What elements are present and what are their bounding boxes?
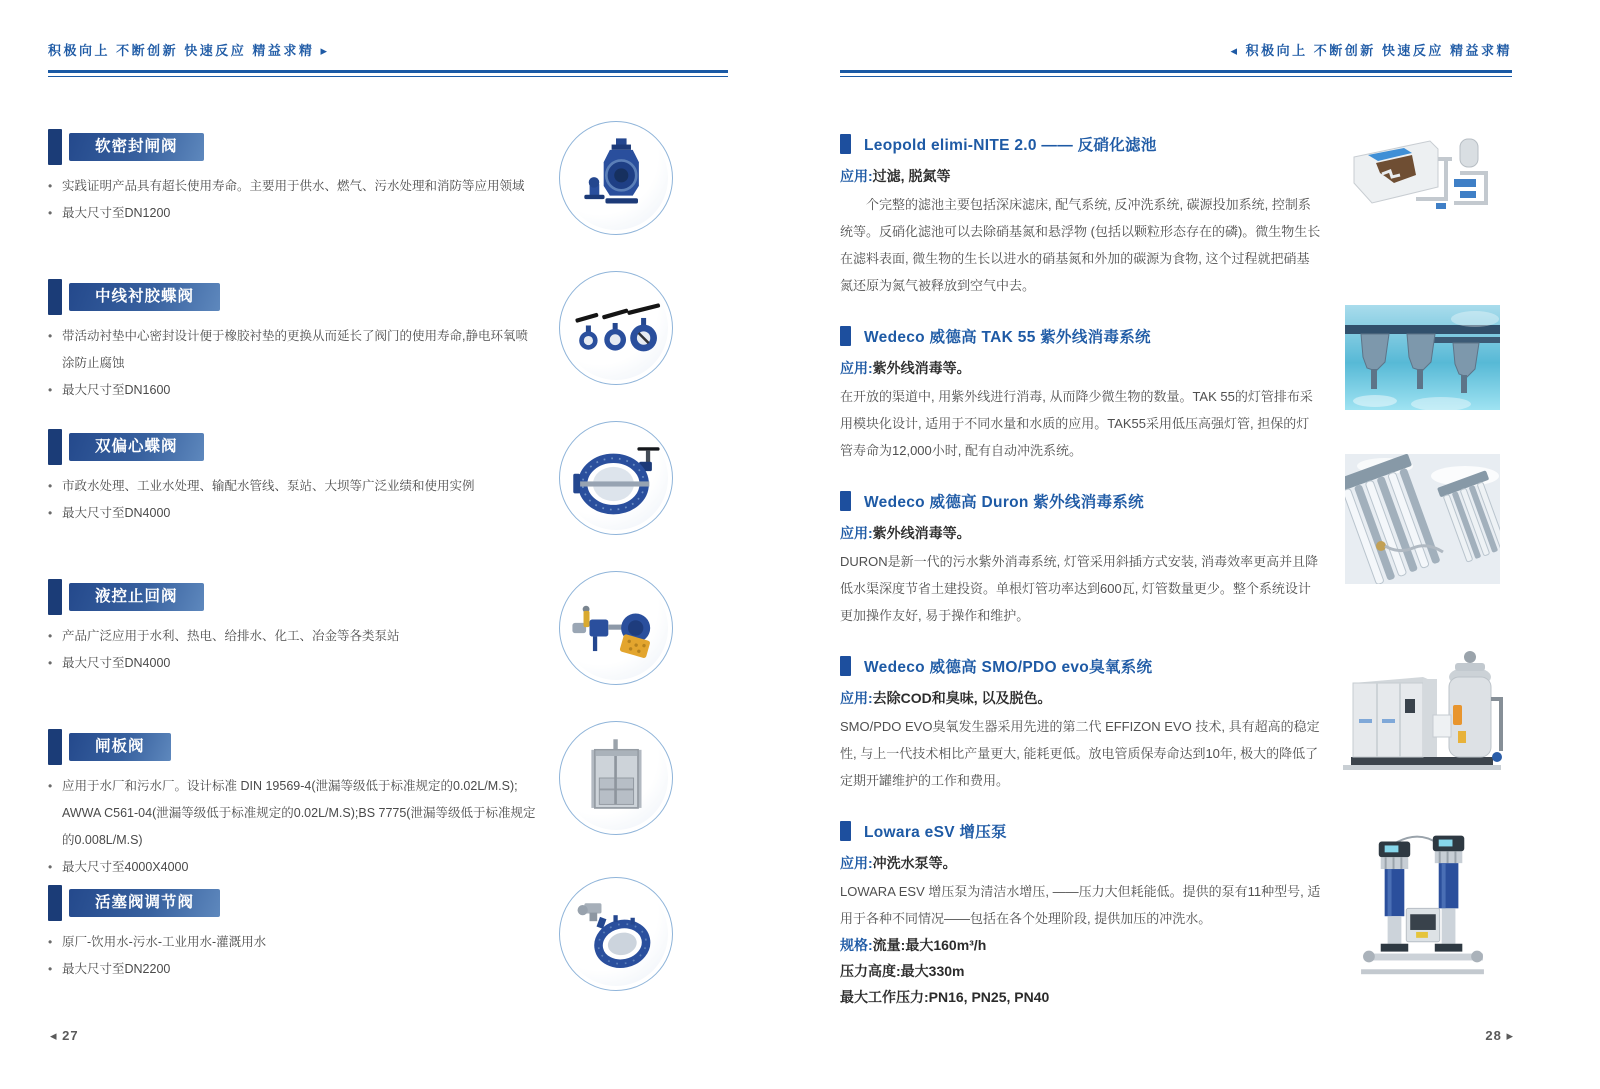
- ozone-generator-icon: [1337, 639, 1507, 782]
- section-centerline-butterfly-valve: [48, 279, 728, 429]
- section-soft-seal-gate-valve: [48, 129, 728, 279]
- double-eccentric-valve-image: [536, 421, 696, 579]
- denitrification-filter-icon: [1342, 127, 1502, 227]
- bullet-item: • 产品广泛应用于水利、热电、给排水、化工、冶金等各类泵站: [48, 623, 536, 650]
- penstock-image: [536, 721, 696, 885]
- penstock-icon: [572, 734, 660, 822]
- bullet-item: • 带活动衬垫中心密封设计便于橡胶衬垫的更换从而延长了阀门的使用寿命,静电环氧喷涂防止腐蚀: [48, 323, 536, 377]
- page-number-left: ◂ 27: [50, 1028, 79, 1043]
- piston-valve-icon: [569, 891, 663, 977]
- section-smo-pdo-ozone: [840, 655, 1512, 794]
- motto-left: 积极向上 不断创新 快速反应 精益求精 ▸: [48, 43, 330, 58]
- product-photo-circle: [559, 421, 673, 535]
- header-rule-left: [48, 70, 728, 77]
- butterfly-valves-icon: [570, 288, 662, 368]
- section-title: Wedeco 威德高 TAK 55 紫外线消毒系统: [864, 329, 1151, 346]
- gate-valve-icon: [572, 134, 660, 222]
- title-accent-bar: [48, 729, 62, 765]
- bullet-item: • 最大尺寸至DN2200: [48, 956, 536, 983]
- denitrification-filter-image: [1332, 127, 1512, 227]
- section-tak55-uv: [840, 325, 1512, 464]
- bullet-item: • 最大尺寸至DN1200: [48, 200, 536, 227]
- product-photo-circle: [559, 121, 673, 235]
- title-accent-bar: [840, 491, 851, 511]
- esv-pumps-icon: [1354, 814, 1491, 986]
- section-duron-uv: [840, 490, 1512, 629]
- section-title: Wedeco 威德高 SMO/PDO evo臭氧系统: [864, 659, 1153, 676]
- section-body: 个完整的滤池主要包括深床滤床, 配气系统, 反冲洗系统, 碳源投加系统, 控制系统等。反硝化滤池可以去除硝基氮和悬浮物 (包括以颗粒形态存在的磷)。微生物生长在滤料表面, 微生物的生长以进水的硝基氮和外加的碳源为食物, 这个过程就把硝基氮还原为氮气被释放到空气中去。: [840, 197, 1321, 293]
- bullet-item: • 市政水处理、工业水处理、输配水管线、泵站、大坝等广泛业绩和使用实例: [48, 473, 536, 500]
- section-title: 双偏心蝶阀: [69, 433, 204, 461]
- check-valve-image: [536, 571, 696, 729]
- bullet-item: • 实践证明产品具有超长使用寿命。主要用于供水、燃气、污水处理和消防等应用领域: [48, 173, 536, 200]
- spec-label: 规格:: [840, 937, 873, 953]
- application-line: 应用:过滤, 脱氮等: [840, 168, 951, 184]
- page-number-right: 28 ▸: [1485, 1028, 1514, 1043]
- application-label: 应用:: [840, 360, 873, 376]
- section-body: DURON是新一代的污水紫外消毒系统, 灯管采用斜插方式安装, 消毒效率更高并且降低水渠深度节省土建投资。单根灯管功率达到600瓦, 灯管数量更少。整个系统设计更加操作友好, 易于操作和维护。: [840, 554, 1319, 623]
- section-lowara-esv: [840, 820, 1512, 1010]
- section-hydraulic-check-valve: [48, 579, 728, 729]
- double-eccentric-valve-icon: [569, 435, 663, 521]
- bullet-item: • 应用于水厂和污水厂。设计标准 DIN 19569-4(泄漏等级低于标准规定的0.02L/M.S); AWWA C561-04(泄漏等级低于标准规定的0.02L/M.S);BS 7775(泄漏等级低于标准规定的0.008L/M.S): [48, 773, 536, 854]
- section-title: 液控止回阀: [69, 583, 204, 611]
- gate-valve-image: [536, 121, 696, 279]
- section-body: LOWARA ESV 增压泵为清洁水增压, ——压力大但耗能低。提供的泵有11种型号, 适用于各种不同情况——包括在各个处理阶段, 提供加压的冲洗水。: [840, 884, 1321, 926]
- application-label: 应用:: [840, 855, 873, 871]
- section-title: 中线衬胶蝶阀: [69, 283, 220, 311]
- spec-pressure: 最大工作压力:PN16, PN25, PN40: [840, 989, 1050, 1005]
- product-photo-circle: [559, 721, 673, 835]
- title-accent-bar: [48, 579, 62, 615]
- section-leopold-elimi-nite: [840, 133, 1512, 299]
- title-accent-bar: [840, 134, 851, 154]
- title-accent-bar: [48, 885, 62, 921]
- title-accent-bar: [48, 129, 62, 165]
- application-line: 应用:紫外线消毒等。: [840, 525, 971, 541]
- section-title: Wedeco 威德高 Duron 紫外线消毒系统: [864, 494, 1144, 511]
- duron-uv-icon: [1345, 454, 1500, 584]
- application-line: 应用:冲洗水泵等。: [840, 855, 957, 871]
- title-accent-bar: [840, 656, 851, 676]
- bullet-item: • 最大尺寸至DN1600: [48, 377, 536, 404]
- product-photo-circle: [559, 877, 673, 991]
- motto-right: ◂ 积极向上 不断创新 快速反应 精益求精: [1230, 43, 1512, 58]
- header-rule-right: [840, 70, 1512, 77]
- section-title: Lowara eSV 增压泵: [864, 824, 1007, 841]
- section-title: Leopold elimi-NITE 2.0 —— 反硝化滤池: [864, 137, 1157, 154]
- product-photo-circle: [559, 271, 673, 385]
- tak55-uv-image: [1332, 305, 1512, 410]
- section-body: SMO/PDO EVO臭氧发生器采用先进的第二代 EFFIZON EVO 技术, 具有超高的稳定性, 与上一代技术相比产量更大, 能耗更低。放电管质保寿命达到10年, 极大的降低了定期开罐维护的工作和费用。: [840, 719, 1320, 788]
- product-photo-circle: [559, 571, 673, 685]
- tak55-uv-icon: [1345, 305, 1500, 410]
- title-accent-bar: [48, 429, 62, 465]
- section-body: 在开放的渠道中, 用紫外线进行消毒, 从而降少微生物的数量。TAK 55的灯管排布采用模块化设计, 适用于不同水量和水质的应用。TAK55采用低压高强灯管, 担保的灯管寿命为12,000小时, 配有自动冲洗系统。: [840, 389, 1313, 458]
- bullet-item: • 最大尺寸至DN4000: [48, 500, 536, 527]
- bullet-item: • 原厂-饮用水-污水-工业用水-灌溉用水: [48, 929, 536, 956]
- bullet-item: • 最大尺寸至4000X4000: [48, 854, 536, 881]
- butterfly-valves-image: [536, 271, 696, 429]
- application-line: 应用:去除COD和臭味, 以及脱色。: [840, 690, 1052, 706]
- page-27: [48, 40, 728, 1035]
- spec-flow: 规格:流量:最大160m³/h: [840, 937, 987, 953]
- application-label: 应用:: [840, 168, 873, 184]
- piston-valve-image: [536, 877, 696, 1035]
- title-accent-bar: [48, 279, 62, 315]
- section-title: 软密封闸阀: [69, 133, 204, 161]
- page-28: [840, 40, 1512, 1036]
- application-line: 应用:紫外线消毒等。: [840, 360, 971, 376]
- application-label: 应用:: [840, 525, 873, 541]
- section-piston-control-valve: [48, 885, 728, 1035]
- section-title: 闸板阀: [69, 733, 171, 761]
- title-accent-bar: [840, 821, 851, 841]
- ozone-generator-image: [1332, 639, 1512, 782]
- title-accent-bar: [840, 326, 851, 346]
- check-valve-icon: [569, 585, 663, 671]
- esv-pumps-image: [1332, 814, 1512, 986]
- section-double-eccentric-butterfly-valve: [48, 429, 728, 579]
- bullet-item: • 最大尺寸至DN4000: [48, 650, 536, 677]
- duron-uv-image: [1332, 454, 1512, 584]
- section-penstock-valve: [48, 729, 728, 885]
- section-title: 活塞阀调节阀: [69, 889, 220, 917]
- application-label: 应用:: [840, 690, 873, 706]
- spec-head: 压力高度:最大330m: [840, 963, 965, 979]
